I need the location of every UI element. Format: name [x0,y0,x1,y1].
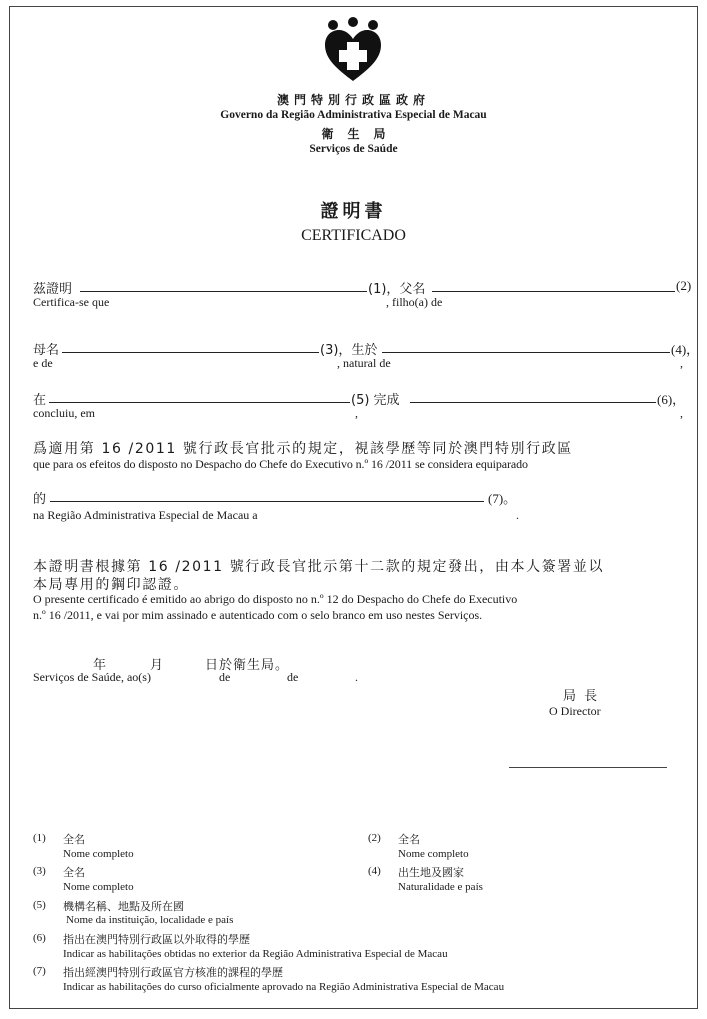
footnote-zh: 全名 [63,866,85,879]
date-period: . [355,670,358,684]
comma-3: , [680,406,683,420]
footnote-pt: Nome completo [63,881,134,893]
birthplace-blank[interactable] [382,352,670,353]
clause2-pt1: O presente certificado é emitido ao abrigo do disposto no n.º 12 do Despacho do Chefe do Executivo [33,592,518,606]
certify-label-zh: 茲證明 [33,282,73,297]
date-label-pt: Serviços de Saúde, ao(s) [33,670,151,684]
clause2-pt2: n.º 16 /2011, e vai por mim assinado e autenticado com o selo branco em uso nestes Serviços. [33,608,483,622]
mother-name-blank[interactable] [62,352,319,353]
footnote-pt: Indicar as habilitações do curso oficialmente aprovado na Região Administrativa Especial de Macau [63,981,505,993]
footnote-num: (7) [33,965,46,977]
note-ref-6: (6)， [657,392,686,407]
full-name-blank[interactable] [80,291,367,292]
note-ref-4: (4)， [671,342,700,357]
clause1-pt: que para os efeitos do disposto no Despacho do Chefe do Executivo n.º 16 /2011 se considera equiparado [33,457,528,471]
footnote-num: (1) [33,832,46,844]
certify-label-pt: Certifica-se que [33,295,110,309]
footnote-pt: Indicar as habilitações obtidas no exterior da Região Administrativa Especial de Macau [63,948,448,960]
institution-blank[interactable] [49,402,350,403]
footnote-zh: 指出在澳門特別行政區以外取得的學歷 [63,933,250,946]
clause2-zh1: 本證明書根據第 16 /2011 號行政長官批示第十二款的規定發出，由本人簽署並以 [33,559,605,575]
department-name-pt: Serviços de Saúde [309,143,398,155]
footnote-num: (5) [33,899,46,911]
equivalent-qualification-blank[interactable] [50,501,484,502]
mother-label-pt: e de [33,356,53,370]
comma-1: , [680,356,683,370]
footnote-num: (3) [33,865,46,877]
mother-label-zh: 母名 [33,343,60,358]
birthplace-label-zh: (3)，生於 [320,343,378,358]
completed-label-zh: (5) 完成 [351,393,400,408]
date-day-zh: 日於衛生局。 [205,658,290,673]
clause1-zh: 爲適用第 16 /2011 號行政長官批示的規定，視該學歷等同於澳門特別行政區 [33,441,573,457]
title-pt: CERTIFICADO [301,227,406,244]
title-zh: 證明書 [320,201,387,222]
father-name-blank[interactable] [432,291,675,292]
government-name-pt: Governo da Região Administrativa Especial de Macau [220,109,487,121]
director-label-pt: O Director [549,704,601,718]
note-ref-7: (7)。 [488,491,517,506]
government-name-zh: 澳門特別行政區政府 [276,93,430,107]
footnote-pt: Naturalidade e país [398,881,483,893]
father-label-zh: (1)，父名 [368,282,426,297]
footnote-num: (4) [368,865,381,877]
footnote-zh: 出生地及國家 [398,866,464,879]
director-label-zh: 局 長 [563,689,600,704]
department-name-zh: 衛生局 [321,127,400,141]
footnote-num: (6) [33,932,46,944]
clause2-zh2: 本局專用的鋼印認證。 [33,577,189,593]
footnote-zh: 指出經澳門特別行政區官方核准的課程的學歷 [63,966,283,979]
clause1-pt2: na Região Administrativa Especial de Macau a [33,508,258,522]
comma-2: , [355,406,358,420]
footnote-pt: Nome completo [63,848,134,860]
footnote-num: (2) [368,832,381,844]
qualification-blank[interactable] [410,402,656,403]
footnote-zh: 機構名稱、地點及所在國 [63,900,184,913]
footnote-pt: Nome completo [398,848,469,860]
clause1-zh2: 的 [33,492,47,507]
date-de-1: de [219,670,231,684]
note-ref-2: (2) [676,278,692,293]
filho-label-pt: , filho(a) de [386,295,443,309]
footnote-zh: 全名 [63,833,85,846]
natural-label-pt: , natural de [337,356,391,370]
at-label-zh: 在 [33,393,47,408]
footnote-pt: Nome da instituição, localidade e país [66,914,234,926]
macau-health-services-emblem-icon [323,17,383,83]
signature-line[interactable] [509,767,667,768]
date-year-zh: 年 [93,658,107,673]
date-de-2: de [287,670,299,684]
footnote-zh: 全名 [398,833,420,846]
concluiu-label-pt: concluiu, em [33,406,95,420]
clause1-period: . [516,508,519,522]
date-month-zh: 月 [150,658,164,673]
